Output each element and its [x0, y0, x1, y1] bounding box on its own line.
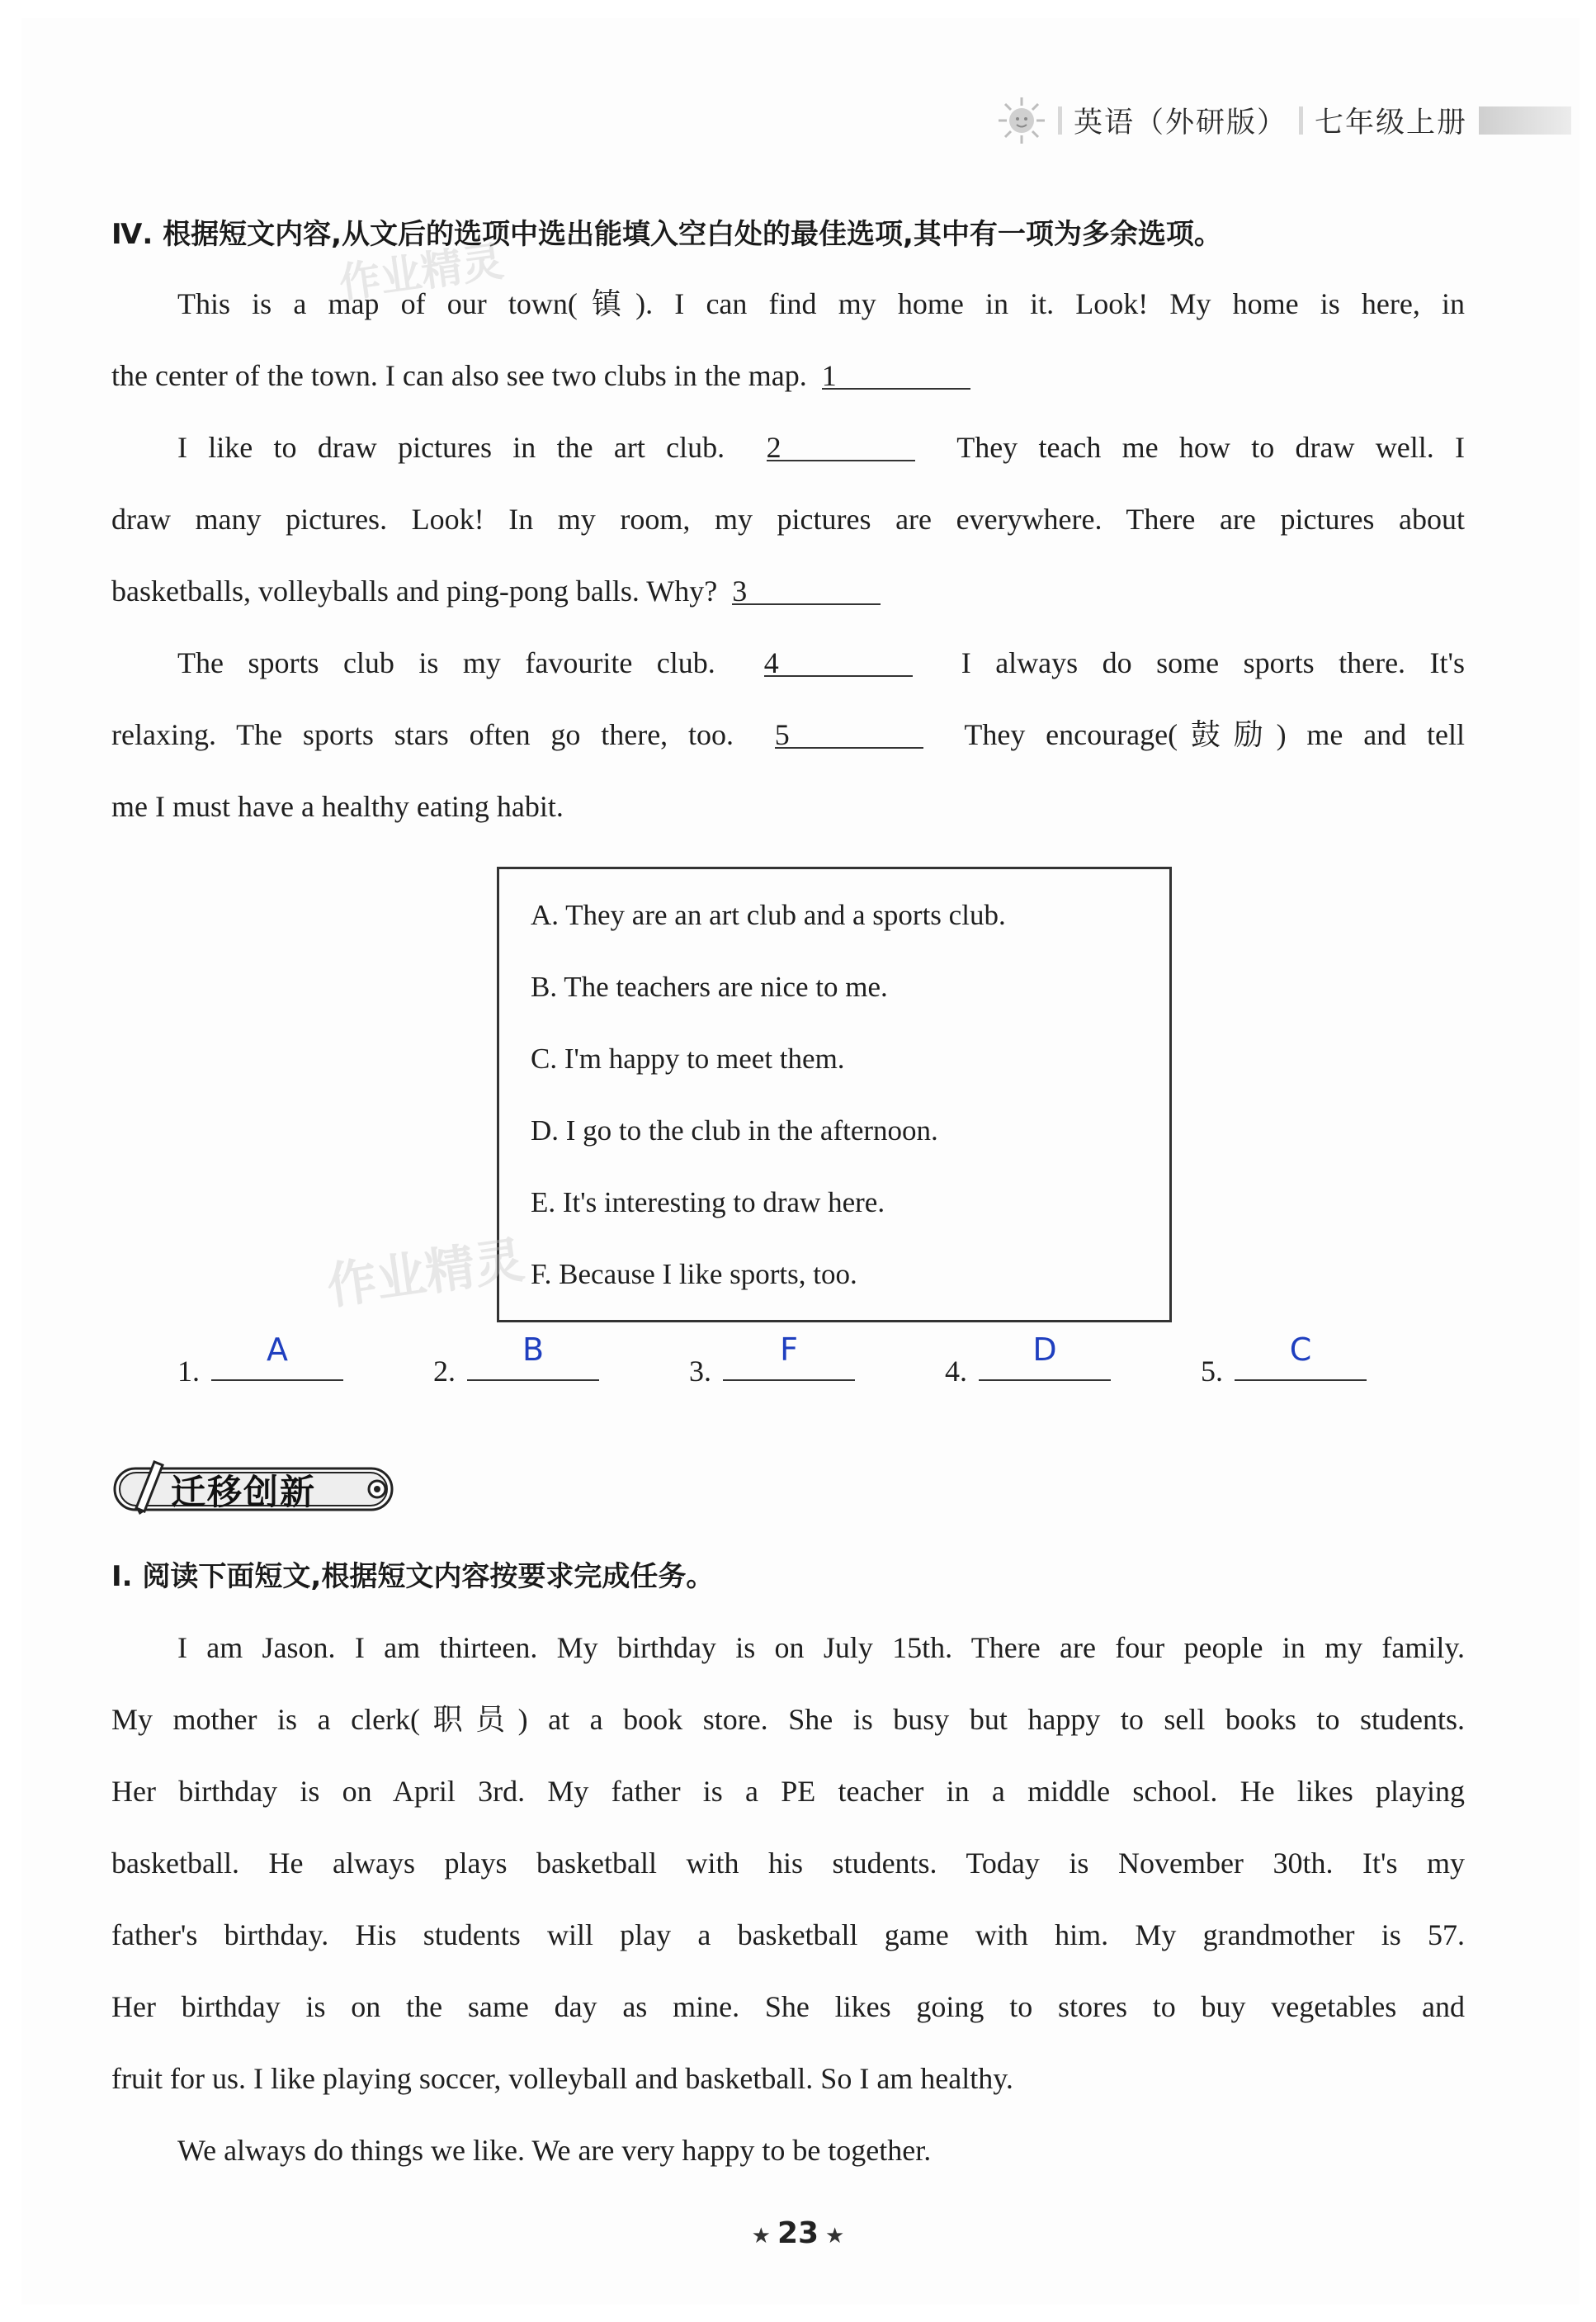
page-footer [0, 2216, 1596, 2250]
header-divider [1058, 106, 1062, 135]
watermark: 作业精灵 [336, 237, 507, 308]
passage-line: Her birthday is on April 3rd. My father is a PE teacher in a middle school. He likes playing [111, 1775, 1465, 1808]
answer-field-3[interactable]: F [723, 1355, 855, 1381]
blank-1[interactable]: 1 [822, 363, 970, 390]
watermark: 作业精灵 [323, 1231, 528, 1317]
passage-line: The sports club is my favourite club. 4 I always do some sports there. It's [177, 646, 1466, 679]
option-e: E. It's interesting to draw here. [531, 1186, 885, 1218]
answer-5: 5. C [1201, 1354, 1367, 1388]
passage-line: Her birthday is on the same day as mine. She likes going to stores to buy vegetables and [111, 1990, 1465, 2023]
option-b: B. The teachers are nice to me. [531, 971, 888, 1003]
passage-line: the center of the town. I can also see two clubs in the map. 1 [111, 361, 1465, 390]
section-4-title: Ⅳ. 根据短文内容,从文后的选项中选出能填入空白处的最佳选项,其中有一项为多余选项。 [111, 218, 1222, 251]
blank-5[interactable]: 5 [775, 722, 923, 749]
answer-field-2[interactable]: B [467, 1355, 599, 1381]
section-banner [111, 1457, 400, 1516]
passage-line: I like to draw pictures in the art club. 2 They teach me how to draw well. I [177, 431, 1465, 464]
option-c: C. I'm happy to meet them. [531, 1043, 845, 1075]
option-a: A. They are an art club and a sports club. [531, 899, 1006, 931]
blank-4[interactable]: 4 [764, 650, 913, 677]
passage-line: I am Jason. I am thirteen. My birthday is on July 15th. There are four people in my family. [177, 1631, 1465, 1664]
passage-line: My mother is a clerk(职员) at a book store. She is busy but happy to sell books to students. [111, 1703, 1465, 1736]
passage-line: This is a map of our town(镇). I can find my home in it. Look! My home is here, in [177, 287, 1465, 320]
answer-1: 1. A [177, 1354, 343, 1388]
answer-2: 2. B [433, 1354, 599, 1388]
answer-field-4[interactable]: D [979, 1355, 1111, 1381]
passage-line: fruit for us. I like playing soccer, volleyball and basketball. So I am healthy. [111, 2062, 1013, 2095]
passage-line: relaxing. The sports stars often go there, too. 5 They encourage(鼓励) me and tell [111, 718, 1466, 751]
passage-line: me I must have a healthy eating habit. [111, 790, 564, 823]
page-number: 23 [777, 2216, 819, 2250]
answer-3: 3. F [689, 1354, 855, 1388]
blank-2[interactable]: 2 [767, 435, 915, 461]
book-title: 英语（外研版） [1073, 106, 1287, 140]
passage-line: basketball. He always plays basketball with his students. Today is November 30th. It's my [111, 1847, 1465, 1880]
star-icon: ★ [751, 2224, 771, 2249]
grade-label: 七年级上册 [1314, 106, 1467, 140]
answer-field-1[interactable]: A [211, 1355, 343, 1381]
page-header [997, 89, 1571, 152]
header-divider [1299, 106, 1303, 135]
header-decoration [1479, 106, 1571, 135]
option-f: F. Because I like sports, too. [531, 1258, 857, 1290]
answer-4: 4. D [945, 1354, 1111, 1388]
answer-field-5[interactable]: C [1235, 1355, 1367, 1381]
options-box [497, 867, 1172, 1322]
passage-line: father's birthday. His students will play a basketball game with him. My grandmother is 57. [111, 1918, 1465, 1951]
passage-line: basketballs, volleyballs and ping-pong balls. Why? 3 [111, 576, 1465, 606]
star-icon: ★ [825, 2224, 845, 2249]
blank-3[interactable]: 3 [732, 579, 881, 605]
passage-line: We always do things we like. We are very happy to be together. [177, 2134, 932, 2167]
section-1-title: Ⅰ. 阅读下面短文,根据短文内容按要求完成任务。 [111, 1560, 715, 1593]
passage-line: draw many pictures. Look! In my room, my pictures are everywhere. There are pictures about [111, 503, 1465, 536]
option-d: D. I go to the club in the afternoon. [531, 1114, 938, 1147]
banner-title: 迁移创新 [171, 1472, 317, 1512]
sun-logo-icon [997, 96, 1046, 145]
